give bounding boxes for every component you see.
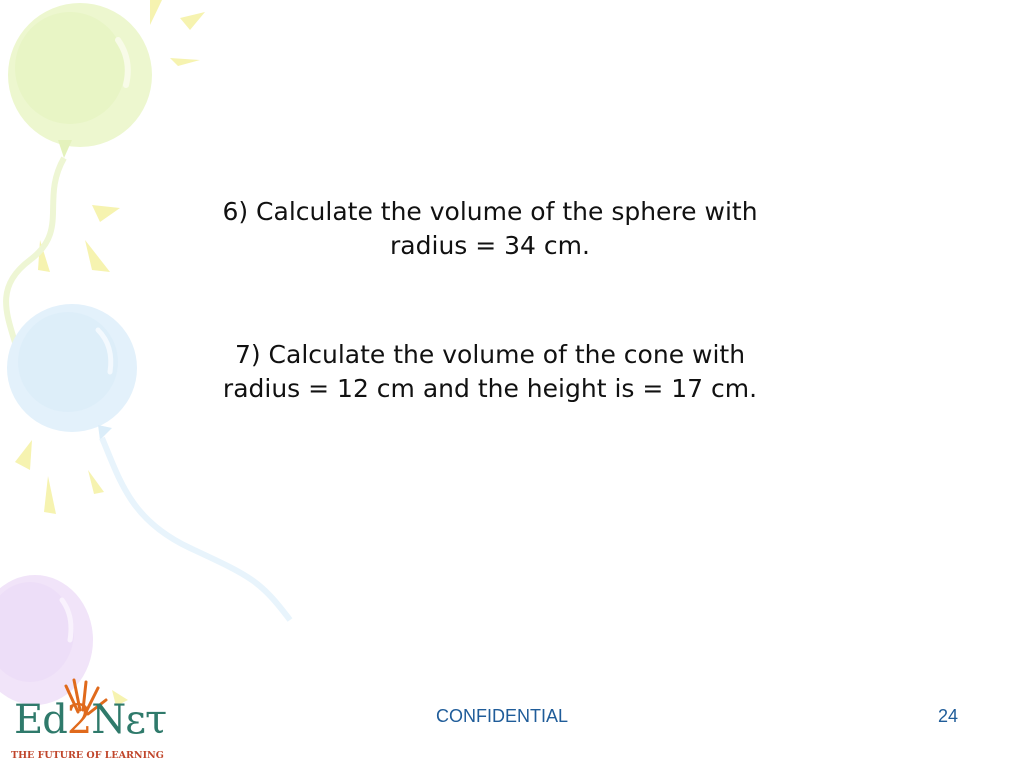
logo-name-part-2: 2 — [66, 697, 92, 743]
ed2net-logo — [10, 676, 170, 766]
sun-rays-middle — [15, 440, 104, 514]
question-7 — [170, 338, 810, 406]
logo-name-part-1: Ed — [14, 697, 67, 743]
question-6-line-1: 6) Calculate the volume of the sphere with — [222, 197, 758, 226]
page-number: 24 — [938, 706, 959, 726]
question-7-line-1: 7) Calculate the volume of the cone with — [234, 340, 746, 369]
question-6 — [170, 195, 810, 263]
logo-wordmark — [14, 696, 166, 744]
question-7-line-2: radius = 12 cm and the height is = 17 cm. — [222, 374, 758, 403]
confidential-label: CONFIDENTIAL — [436, 706, 569, 726]
logo-name-part-3: Nετ — [91, 697, 167, 743]
logo-tagline: THE FUTURE OF LEARNING — [11, 750, 164, 761]
question-6-line-2: radius = 34 cm. — [390, 231, 590, 260]
